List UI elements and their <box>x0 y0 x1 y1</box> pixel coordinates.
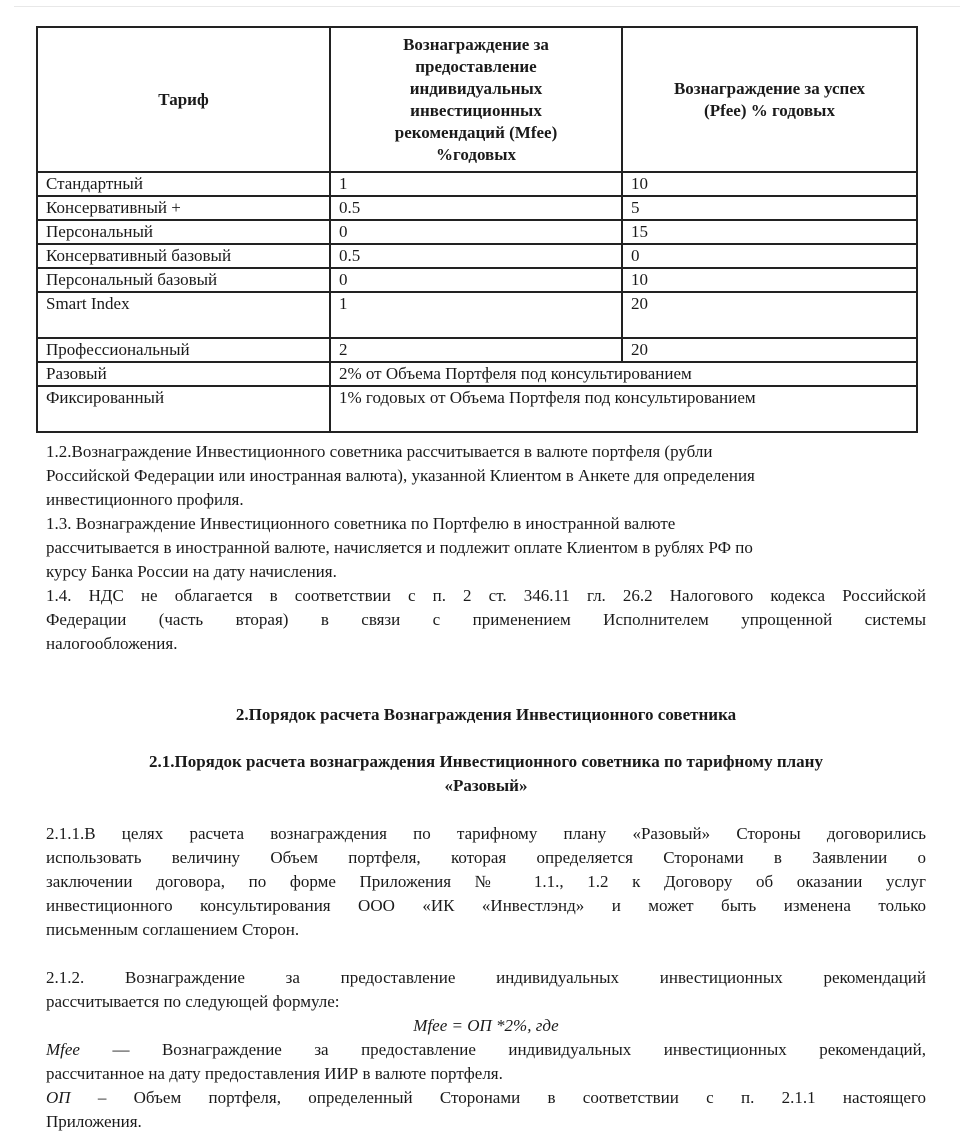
pfee-value: 20 <box>622 338 917 362</box>
pfee-value: 5 <box>622 196 917 220</box>
table-row <box>37 362 917 386</box>
paragraph-1-3: 1.3. Вознаграждение Инвестиционного советника по Портфелю в иностранной валюте рассчитывается в иностранной валюте, начисляется и подлежит оплате Клиентом в рублях РФ по курсу Банка России на дату начисления. <box>46 514 753 581</box>
paragraph-1-2: 1.2.Вознаграждение Инвестиционного советника рассчитывается в валюте портфеля (рубли Российской Федерации или иностранная валюта), указанной Клиентом в Анкете для определения инвестиционного профиля. <box>46 442 755 509</box>
merged-fee-value: 2% от Объема Портфеля под консультированием <box>330 362 917 386</box>
tariff-name: Персональный <box>37 220 330 244</box>
tariff-name: Консервативный + <box>37 196 330 220</box>
mfee-value: 0 <box>330 268 622 292</box>
mfee-value: 1 <box>330 172 622 196</box>
section-heading-2: 2.Порядок расчета Вознаграждения Инвестиционного советника <box>235 705 737 724</box>
tariff-name: Профессиональный <box>37 338 330 362</box>
tariff-name: Консервативный базовый <box>37 244 330 268</box>
table-row <box>37 292 917 338</box>
page-top-border <box>14 6 960 7</box>
paragraph-2-1-2: 2.1.2. Вознаграждение за предоставление индивидуальных инвестиционных рекомендаций рассчитывается по следующей формуле: <box>46 968 926 1011</box>
tariff-name: Стандартный <box>37 172 330 196</box>
table-row <box>37 220 917 244</box>
header-tariff: Тариф <box>37 27 330 172</box>
op-term: ОП <box>46 1088 71 1107</box>
pfee-value: 15 <box>622 220 917 244</box>
mfee-term: Mfee <box>46 1040 80 1059</box>
paragraph-2-1-1: 2.1.1.В целях расчета вознаграждения по тарифному плану «Разовый» Стороны договорились использовать величину Объем портфеля, которая определяется Сторонами в Заявлении о заключении договора, по форме Приложения № 1.1., 1.2 к Договору об оказании услуг инвестиционного консультирования ООО «ИК «Инвестлэнд» и может быть изменена только письменным соглашением Сторон. <box>46 824 926 939</box>
tariff-name: Разовый <box>37 362 330 386</box>
merged-fee-value: 1% годовых от Объема Портфеля под консультированием <box>330 386 917 432</box>
tariff-name: Фиксированный <box>37 386 330 432</box>
header-mfee: Вознаграждение за предоставление индивидуальных инвестиционных рекомендаций (Mfee) %годовых <box>330 27 622 172</box>
pfee-value: 10 <box>622 172 917 196</box>
mfee-value: 1 <box>330 292 622 338</box>
table-row <box>37 338 917 362</box>
table-row <box>37 172 917 196</box>
table-row <box>37 244 917 268</box>
pfee-value: 0 <box>622 244 917 268</box>
tariff-name: Персональный базовый <box>37 268 330 292</box>
tariff-table <box>36 26 918 433</box>
table-row <box>37 386 917 432</box>
op-definition: ОП – Объем портфеля, определенный Сторонами в соответствии с п. 2.1.1 настоящего Приложения. <box>46 1088 926 1131</box>
mfee-value: 0.5 <box>330 244 622 268</box>
table-row <box>37 268 917 292</box>
section-heading-2-1: 2.1.Порядок расчета вознаграждения Инвестиционного советника по тарифному плану «Разовый» <box>149 752 823 795</box>
mfee-value: 0 <box>330 220 622 244</box>
header-pfee: Вознаграждение за успех (Pfee) % годовых <box>622 27 917 172</box>
formula: Mfee = ОП *2%, где <box>413 1016 559 1035</box>
tariff-name: Smart Index <box>37 292 330 338</box>
pfee-value: 20 <box>622 292 917 338</box>
table-row <box>37 196 917 220</box>
pfee-value: 10 <box>622 268 917 292</box>
table-header-row <box>37 27 917 172</box>
mfee-definition: Mfee — Вознаграждение за предоставление индивидуальных инвестиционных рекомендаций, рассчитанное на дату предоставления ИИР в валюте портфеля. <box>46 1040 926 1083</box>
mfee-value: 2 <box>330 338 622 362</box>
paragraph-1-4: 1.4. НДС не облагается в соответствии с п. 2 ст. 346.11 гл. 26.2 Налогового кодекса Российской Федерации (часть вторая) в связи с применением Исполнителем упрощенной системы налогообложения. <box>46 586 926 653</box>
mfee-value: 0.5 <box>330 196 622 220</box>
